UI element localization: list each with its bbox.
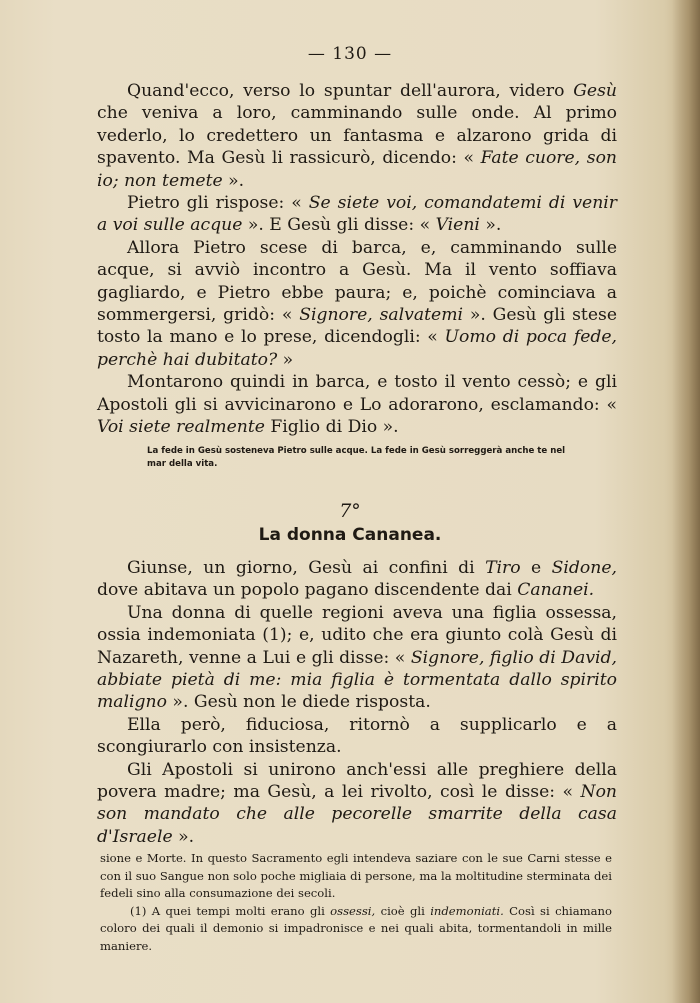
text-run: Giunse, un giorno, Gesù ai confini di: [127, 558, 486, 578]
text-run: Pietro gli rispose: «: [127, 193, 309, 214]
italic-run: Tiro: [485, 558, 521, 578]
text-run: (1) A quei tempi molti erano gli: [130, 903, 331, 918]
text-run: ». Gesù gli stese tosto la mano e lo prese, dicendogli: «: [97, 305, 618, 348]
italic-run: Cananei.: [517, 580, 595, 601]
italic-run: Sidone,: [551, 558, 617, 578]
paragraph: [97, 80, 617, 192]
paragraph: [97, 602, 617, 714]
italic-run: Non son mandato che alle pecorelle smarrite della casa d'Israele: [97, 782, 617, 847]
italic-run: indemoniati.: [430, 903, 504, 918]
text-run: Montarono quindi in barca, e tosto il vento cessò; e gli Apostoli gli si avvicinarono e Lo adorarono, esclamando: «: [97, 372, 617, 415]
paragraph: [97, 192, 617, 237]
text-run: ». E Gesù gli disse: «: [242, 215, 436, 236]
italic-run: Vieni: [435, 215, 480, 236]
moral-note: La fede in Gesù sosteneva Pietro sulle acque. La fede in Gesù sorreggerà anche te nel mar della vita.: [147, 446, 566, 469]
text-run: Allora Pietro scese di barca, e, camminando sulle acque, si avviò incontro a Gesù. Ma il vento soffiava gagliardo, e Pietro ebbe paura; e, poichè cominciava a sommergersi, gridò: «: [97, 237, 617, 326]
paragraph: [97, 371, 617, 438]
text-run: dove abitava un popolo pagano discendente dai: [97, 580, 518, 601]
text-run: Ella però, fiduciosa, ritornò a supplicarlo e a scongiurarlo con insistenza.: [97, 714, 617, 758]
section-title: La donna Cananea.: [258, 525, 442, 545]
text-run: Una donna di quelle regioni aveva una figlia ossessa, ossia indemoniata (1); e, udito che era giunto colà Gesù di Nazareth, venne a Lui e gli disse: «: [97, 602, 617, 668]
text-run: Quand'ecco, verso lo spuntar dell'aurora, videro: [127, 81, 574, 101]
page-number: — 130 —: [307, 44, 393, 64]
italic-run: Fate cuore, son io; non temete: [97, 148, 617, 191]
footnote-continued: [100, 850, 612, 903]
text-run: Figlio di Dio ».: [264, 417, 399, 438]
paragraph: [97, 714, 617, 759]
italic-run: Voi siete realmente: [97, 417, 265, 438]
text-run: Gli Apostoli si unirono anch'essi alle preghiere della povera madre; ma Gesù, a lei rivolto, così le disse: «: [97, 759, 617, 803]
italic-run: Uomo di poca fede, perchè hai dubitato?: [97, 327, 618, 370]
text-run: »: [277, 349, 294, 370]
text-run: ». Gesù non le diede risposta.: [166, 692, 431, 713]
italic-run: Signore, figlio di David, abbiate pietà di me: mia figlia è tormentata dallo spirito maligno: [97, 647, 617, 713]
text-run: e: [520, 558, 552, 578]
text-run: ».: [172, 826, 195, 847]
text-run: ».: [479, 215, 502, 236]
narrative-block-walking-on-water: [97, 80, 617, 439]
paragraph: [97, 237, 617, 371]
italic-run: ossessi,: [330, 903, 376, 918]
italic-run: Se siete voi, comandatemi di venir a voi sulle acque: [97, 193, 617, 236]
narrative-block-canaanite-woman: [97, 557, 617, 848]
text-run: che veniva a loro, camminando sulle onde. Al primo vederlo, lo credettero un fantasma e alzarono grida di spavento. Ma Gesù li rassicurò, dicendo: «: [97, 103, 617, 169]
footnote-1: [100, 903, 612, 956]
section-number: 7°: [339, 500, 361, 522]
paragraph: [97, 759, 617, 849]
paragraph: [97, 557, 617, 602]
text-run: sione e Morte. In questo Sacramento egli intendeva saziare con le sue Carni stesse e con il suo Sangue non solo poche migliaia di persone, ma la moltitudine sterminata dei fedeli sino alla consumazione dei secoli.: [100, 851, 612, 901]
text-run: cioè gli: [375, 903, 431, 918]
italic-run: Signore, salvatemi: [299, 305, 463, 326]
text-run: ».: [222, 170, 245, 191]
text-run: Così si chiamano coloro dei quali il demonio si impadronisce e nei quali abita, tormentandoli in mille maniere.: [100, 903, 612, 953]
footnotes: [100, 850, 612, 956]
italic-run: Gesù: [573, 81, 617, 101]
